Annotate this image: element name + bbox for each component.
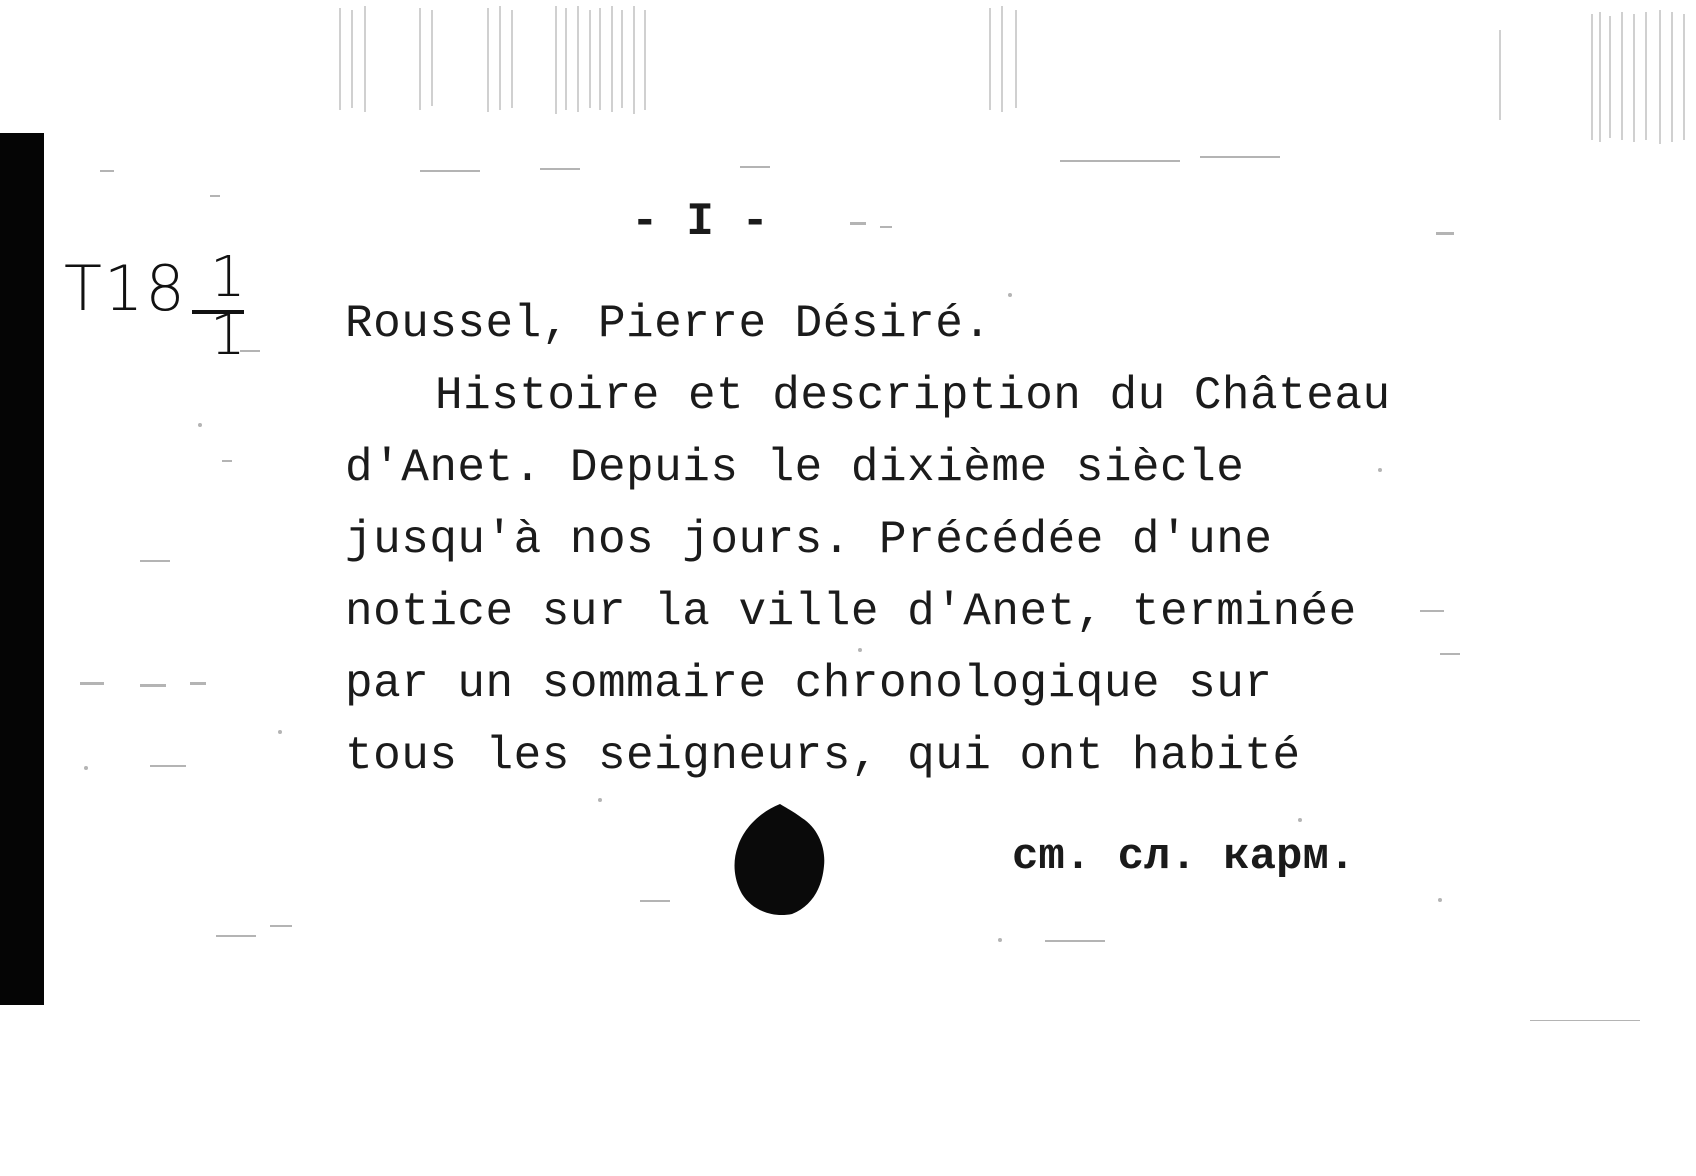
- shelfmark-fraction: [192, 245, 252, 370]
- title-line: par un sommaire chronologique sur: [345, 658, 1273, 710]
- shelfmark-numerator: 1: [210, 245, 246, 310]
- ink-blot: [732, 800, 828, 918]
- shelfmark-prefix: T18: [64, 252, 187, 325]
- title-line: Histoire et description du Château: [435, 370, 1391, 422]
- title-line: jusqu'à nos jours. Précédée d'une: [345, 514, 1273, 566]
- title-line: d'Anet. Depuis le dixième siècle: [345, 442, 1245, 494]
- bibliographic-entry: [345, 288, 1545, 792]
- cross-reference: cm. cл. карм.: [1012, 832, 1356, 882]
- shelfmark: [64, 245, 284, 378]
- card-page-number: - I -: [630, 196, 770, 248]
- author-line: Roussel, Pierre Désiré.: [345, 298, 992, 350]
- shelfmark-denominator: 1: [210, 303, 246, 368]
- title-line: notice sur la ville d'Anet, terminée: [345, 586, 1357, 638]
- title-line: tous les seigneurs, qui ont habité: [345, 730, 1301, 782]
